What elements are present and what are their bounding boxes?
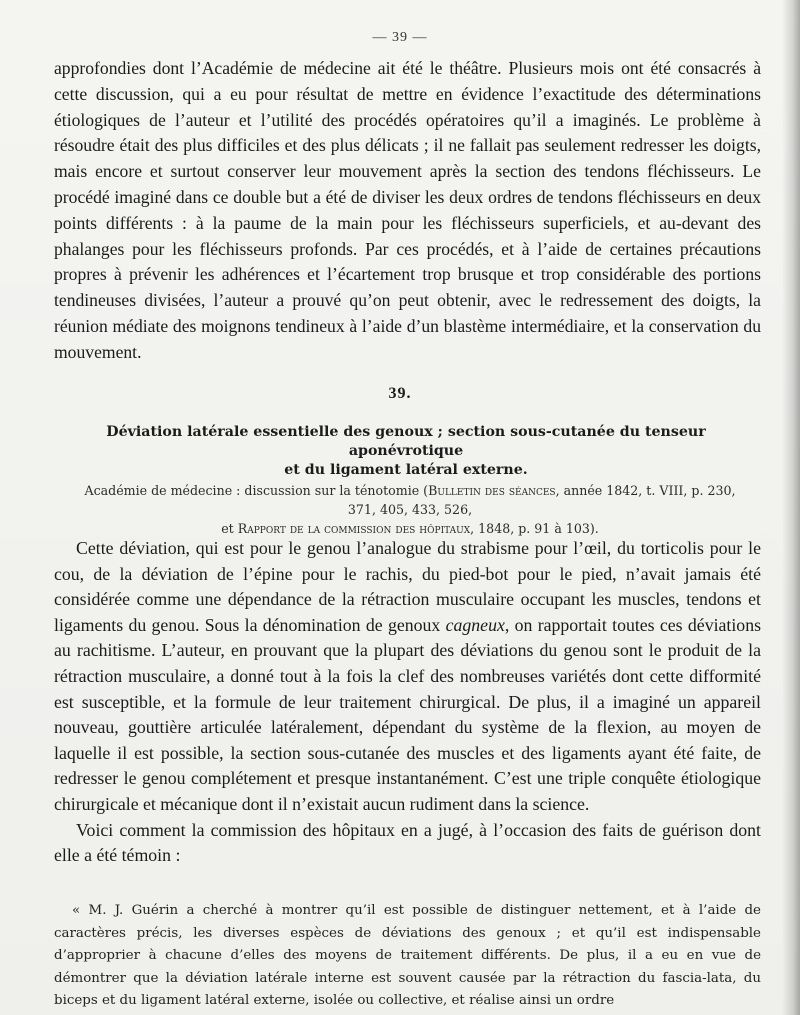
source-ref-text: , année 1842, t. VIII, p. 230, 371, 405, 433, 526,	[347, 483, 736, 517]
source-ref-text: , 1848, p. 91 à 103).	[470, 521, 599, 536]
source-ref-text: Académie de médecine : discussion sur la ténotomie (	[84, 483, 429, 498]
page-number: — 39 —	[372, 30, 428, 45]
intro-paragraph-block	[54, 56, 761, 366]
body-text: Cette déviation, qui est pour le genou l’analogue du strabisme pour l’œil, du torticolis pour le cou, de la déviation de l’épine pour le rachis, du pied-bot pour le pied, n’avait jamais été considérée comme une dépendance de la rétraction musculaire occupant les muscles, tendons et ligaments du genou. Sous la dénomination de genoux	[54, 538, 761, 635]
quotation-text: « M. J. Guérin a cherché à montrer qu’il est possible de distinguer nettement, et à l’aide de caractères précis, les diverses espèces de déviations des genoux ; et qu’il est indispensable d’approprier à chacune d’elles des moyens de traitement différents. De plus, il a eu en vue de démontrer que la déviation latérale interne est souvent causée par la rétraction du fascia-lata, du biceps et du ligament latéral externe, isolée ou collective, et réalise ainsi un ordre	[54, 903, 761, 1009]
section-title	[50, 423, 762, 480]
main-body-block	[54, 536, 761, 869]
body-text: , on rapportait toutes ces déviations au rachitisme. L’auteur, en prouvant que la plupart des déviations du genou sont le produit de la rétraction musculaire, a donné tout à la fois la clef des nombreuses variétés dont cette difformité est susceptible, et la formule de leur traitement chirurgical. De plus, il a imaginé un appareil nouveau, gouttière articulée latéralement, dépendant du système de la flexion, au moyen de laquelle il est possible, la section sous-cutanée des muscles et des ligaments ayant été faite, de redresser le genou complétement et presque instantanément. C’est une triple conquête étiologique chirurgicale et mécanique dont il n’existait aucun rudiment dans la science.	[54, 614, 761, 814]
quotation-block	[54, 900, 761, 1013]
source-reference-line-1	[70, 481, 750, 519]
page-edge-shadow	[782, 0, 800, 1015]
source-ref-text: et	[221, 521, 238, 536]
body-italic-term: cagneux	[445, 614, 505, 635]
source-reference	[70, 481, 750, 538]
section-title-line-1: Déviation latérale essentielle des genoux ; section sous-cutanée du tenseur aponévrotique	[106, 424, 706, 459]
intro-paragraph: approfondies dont l’Académie de médecine ait été le théâtre. Plusieurs mois ont été consacrés à cette discussion, qui a eu pour résultat de mettre en évidence l’exactitude des déterminations étiologiques de l’auteur et l’utilité des procédés opératoires qu’il a imaginés. Le problème à résoudre était des plus difficiles et des plus délicats ; il ne fallait pas seulement redresser les doigts, mais encore et surtout conserver leur mouvement après la section des tendons fléchisseurs. Le procédé imaginé dans ce double but a été de diviser les deux ordres de tendons fléchisseurs en deux points différents : à la paume de la main pour les fléchisseurs superficiels, et au-devant des phalanges pour les fléchisseurs profonds. Par ces procédés, et à l’aide de certaines précautions propres à prévenir les adhérences et l’écartement trop brusque et trop considérable des portions tendineuses divisées, l’auteur a prouvé qu’on peut obtenir, avec le redressement des doigts, la réunion médiate des moignons tendineux à l’aide d’un blastème intermédiaire, et la conservation du mouvement.	[54, 58, 761, 362]
source-ref-rapport: Rapport de la commission des hôpitaux	[237, 521, 471, 536]
section-number: 39.	[388, 385, 412, 402]
body-paragraph-1	[54, 536, 761, 818]
body-paragraph-2: Voici comment la commission des hôpitaux en a jugé, à l’occasion des faits de guérison dont elle a été témoin :	[54, 819, 761, 866]
section-title-line-2: et du ligament latéral externe.	[284, 462, 528, 478]
source-ref-bulletin: Bulletin des séances	[428, 483, 556, 498]
